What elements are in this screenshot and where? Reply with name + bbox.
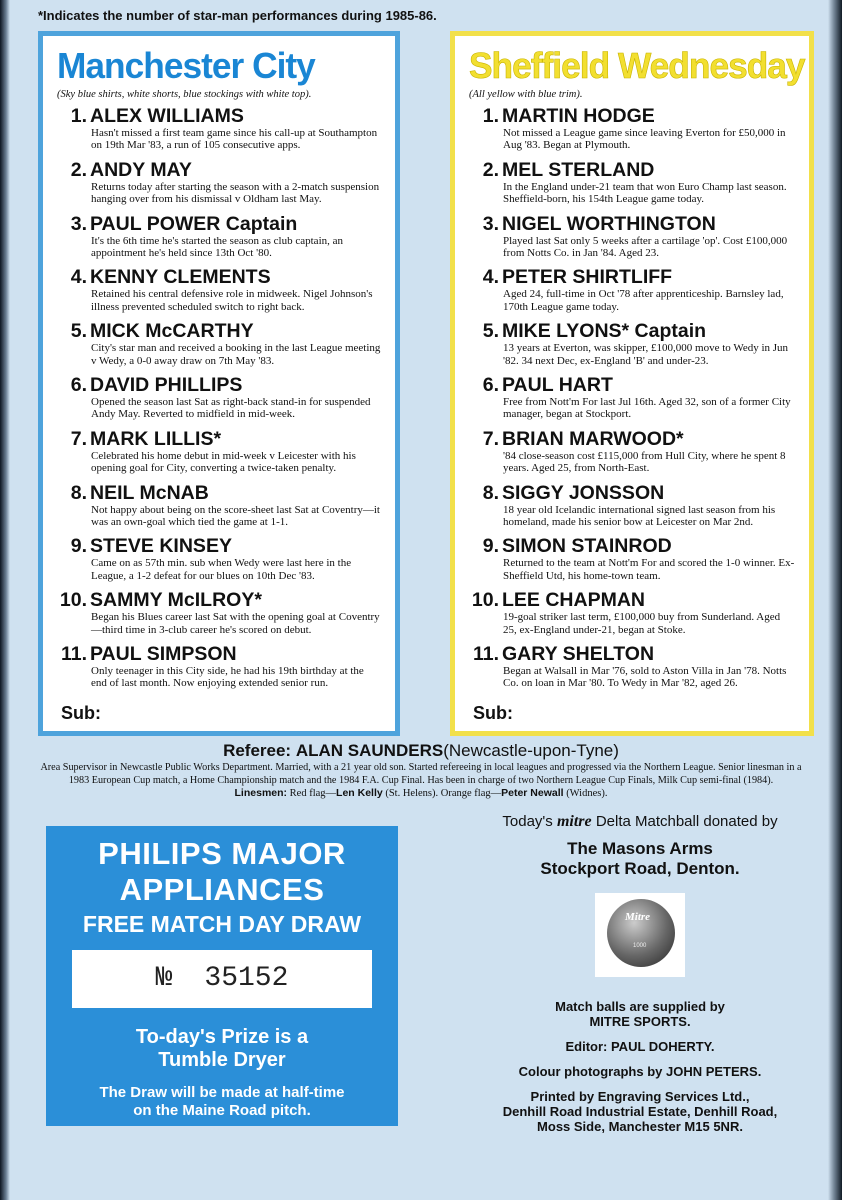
page-left-edge [0,0,10,1200]
player-name: STEVE KINSEY [90,535,232,558]
referee-description: Area Supervisor in Newcastle Public Works Department. Married, with a 21 year old son. Started refereeing in local leagues and progressed via the Northern League. Senior linesman in a 1983 European Cup match, a Home Championship match and the 1984 F.A. Cup Final. Has been in charge of two Northern League Cup Finals, Milk Cup semi-final (1984). [40,762,802,786]
player-item [57,374,381,428]
player-description: Began his Blues career last Sat with the opening goal at Coventry—third time in 3-club career he's scored on debut. [91,611,380,636]
player-number: 4. [482,266,499,289]
player-description: Aged 24, full-time in Oct '78 after apprenticeship. Barnsley lad, 170th League game today. [503,288,784,313]
editor-credit: Editor: PAUL DOHERTY. [565,1039,715,1054]
player-name: MEL STERLAND [502,158,655,181]
player-description: Played last Sat only 5 weeks after a cartilage 'op'. Cost £100,000 from Notts Co. in Jan '84. Aged 23. [503,234,788,259]
ticket-number: 35152 [204,963,289,994]
player-item [57,535,381,589]
team-kit: (All yellow with blue trim). [469,89,583,100]
player-name: ALEX WILLIAMS [90,105,244,127]
player-number: 2. [482,158,499,181]
player-name: NIGEL WORTHINGTON [502,212,716,235]
star-man-note: *Indicates the number of star-man performances during 1985-86. [38,8,437,23]
substitute-label: Sub: [61,702,101,723]
player-item [57,105,381,159]
orange-flag-town: (Widnes). [566,788,608,799]
player-name: PAUL HART [502,373,613,396]
player-description: 13 years at Everton, was skipper, £100,000 move to Wedy in Jun '82. 34 next Dec, ex-England 'B' and under-23. [503,342,789,367]
player-number: 10. [59,589,87,612]
player-name: MARK LILLIS* [90,427,222,450]
player-description: '84 close-season cost £115,000 from Hull City, where he spent 8 years. Aged 25, from North-East. [503,449,786,475]
player-number: 8. [482,481,499,504]
player-number: 6. [482,373,499,396]
player-item [57,428,381,482]
philips-title-line1: PHILIPS MAJOR [98,836,346,871]
player-name: PAUL SIMPSON [90,642,237,665]
player-number: 8. [70,481,87,504]
team-title: Sheffield Wednesday [469,45,805,86]
player-name: MICK McCARTHY [90,320,254,343]
team-kit: (Sky blue shirts, white shorts, blue stockings with white top). [57,89,312,100]
player-description: Free from Nott'm For last Jul 16th. Aged 32, son of a former City manager, began at Stockport. [503,395,791,421]
player-number: 6. [70,373,87,396]
player-number: 11. [60,642,87,665]
orange-flag-linesman: Peter Newall [501,787,564,799]
player-name: MIKE LYONS* Captain [502,320,707,343]
red-flag-label: Red flag— [289,788,337,799]
player-description: 18 year old Icelandic international signed last season from his homeland, made his senior bow at Leicester on Mar 2nd. [503,503,776,528]
donor-address: Stockport Road, Denton. [540,859,740,878]
player-name: SIMON STAINROD [502,535,672,558]
player-name: BRIAN MARWOOD* [502,427,684,450]
draw-ticket [72,950,372,1008]
player-description: Not missed a League game since leaving Everton for £50,000 in Aug '83. Began at Plymouth. [503,127,786,152]
match-balls-credit: Match balls are supplied by MITRE SPORTS. [555,999,725,1029]
matchball-image [595,893,685,977]
player-list [469,105,795,697]
player-number: 7. [482,427,499,450]
player-number: 1. [482,105,499,127]
player-description: Not happy about being on the score-sheet last Sat at Coventry—it was an own-goal which tied the game at 1-1. [91,503,380,528]
player-name: SAMMY McILROY* [90,589,262,612]
player-description: Returned to the team at Nott'm For and scored the 1-0 winner. Ex-Sheffield Utd, his home-town team. [503,557,795,582]
player-item [469,589,795,643]
player-description: Hasn't missed a first team game since his call-up at Southampton on 19th Mar '83, a run of 105 consecutive apps. [91,127,378,152]
player-item [57,159,381,213]
donor-name: The Masons Arms [567,839,713,858]
player-item [469,320,795,374]
player-name: KENNY CLEMENTS [90,266,271,289]
player-description: Opened the season last Sat as right-back stand-in for suspended Andy May. Reverted to midfield in mid-week. [91,395,371,421]
draw-info-line1: The Draw will be made at half-time [99,1084,345,1101]
player-description: In the England under-21 team that won Euro Champ last season. Sheffield-born, his 154th League game today. [503,180,787,206]
player-item [469,159,795,213]
red-flag-town: (St. Helens). Orange flag— [385,788,502,799]
player-description: Began at Walsall in Mar '76, sold to Aston Villa in Jan '78. Notts Co. on loan in Mar '80. To Wedy in Mar '82, aged 26. [503,664,787,690]
player-item [469,482,795,536]
player-description: Returns today after starting the season with a 2-match suspension hanging over from his dismissal v Oldham last May. [91,180,380,206]
referee-heading [0,740,842,762]
player-item [57,643,381,697]
player-description: Retained his central defensive role in midweek. Nigel Johnson's illness prevented scheduled switch to right back. [91,288,373,313]
player-item [469,105,795,159]
player-number: 7. [70,427,87,450]
player-description: Only teenager in this City side, he had his 19th birthday at the end of last month. Now enjoying extended senior run. [91,664,364,690]
player-item [469,266,795,320]
sheffield-wednesday-team-box [450,31,814,736]
player-item [57,320,381,374]
ball-mark: 1000 [633,943,647,949]
philips-draw-advert [46,826,398,1126]
player-name: ANDY MAY [90,158,192,181]
red-flag-linesman: Len Kelly [336,787,383,799]
player-number: 9. [482,535,499,558]
player-number: 9. [70,535,87,558]
player-number: 10. [471,589,499,612]
player-name: GARY SHELTON [502,642,655,665]
player-item [57,266,381,320]
player-number: 1. [70,105,87,127]
player-number: 2. [70,158,87,181]
printer-credit: Printed by Engraving Services Ltd., Denhill Road Industrial Estate, Denhill Road, Moss Side, Manchester M15 5NR. [502,1089,778,1134]
player-name: SIGGY JONSSON [502,481,665,504]
player-item [469,535,795,589]
referee-section [0,740,842,800]
player-item [469,374,795,428]
player-name: MARTIN HODGE [502,105,655,127]
player-name: PETER SHIRTLIFF [502,266,673,289]
linesmen-line [0,787,842,800]
manchester-city-team-box [38,31,400,736]
matchball-credits-column [452,813,828,1134]
player-number: 5. [482,320,499,343]
player-item [469,643,795,697]
photo-credit: Colour photographs by JOHN PETERS. [518,1064,762,1079]
player-name: DAVID PHILLIPS [90,373,243,396]
linesmen-label: Linesmen: [234,787,288,799]
draw-info-line2: on the Maine Road pitch. [133,1102,311,1119]
player-name: LEE CHAPMAN [502,589,646,612]
player-item [469,213,795,267]
player-number: 3. [70,212,87,235]
player-name: PAUL POWER Captain [90,212,298,235]
philips-title-line2: APPLIANCES [119,872,325,907]
substitute-label: Sub: [473,702,513,723]
player-item [57,589,381,643]
player-description: It's the 6th time he's started the season as club captain, an appointment he's held since 13th Oct '80. [91,234,344,259]
player-description: Celebrated his home debut in mid-week v Leicester with his opening goal for City, converting a twice-taken penalty. [91,449,356,475]
player-description: Came on as 57th min. sub when Wedy were last here in the League, a 1-2 defeat for our blues on 10th Dec '83. [91,557,352,582]
player-item [469,428,795,482]
player-name: NEIL McNAB [90,481,209,504]
football-icon [607,899,675,967]
referee-town: (Newcastle-upon-Tyne) [443,741,619,760]
team-title: Manchester City [57,45,315,86]
player-number: 3. [482,212,499,235]
referee-label: Referee: [223,741,292,760]
player-list [57,105,381,697]
ticket-number-label: № [155,963,173,994]
referee-name: ALAN SAUNDERS [295,741,444,760]
player-number: 4. [70,266,87,289]
player-description: 19-goal striker last term, £100,000 buy from Sunderland. Aged 25, ex-England under-21, began at Stoke. [503,611,781,636]
ball-brand: Mitre [625,911,651,923]
player-item [57,482,381,536]
player-number: 11. [472,642,499,665]
prize-line1: To-day's Prize is a [135,1026,309,1048]
philips-subtitle: FREE MATCH DAY DRAW [82,911,362,937]
player-number: 5. [70,320,87,343]
player-description: City's star man and received a booking in the last League meeting v Wedy, a 0-0 away draw on 7th May '83. [91,342,381,367]
mitre-logo: mitre [556,813,592,830]
matchball-donation: Today's mitre Delta Matchball donated by [502,813,778,830]
player-item [57,213,381,267]
prize-line2: Tumble Dryer [158,1049,286,1071]
page-right-edge [828,0,842,1200]
